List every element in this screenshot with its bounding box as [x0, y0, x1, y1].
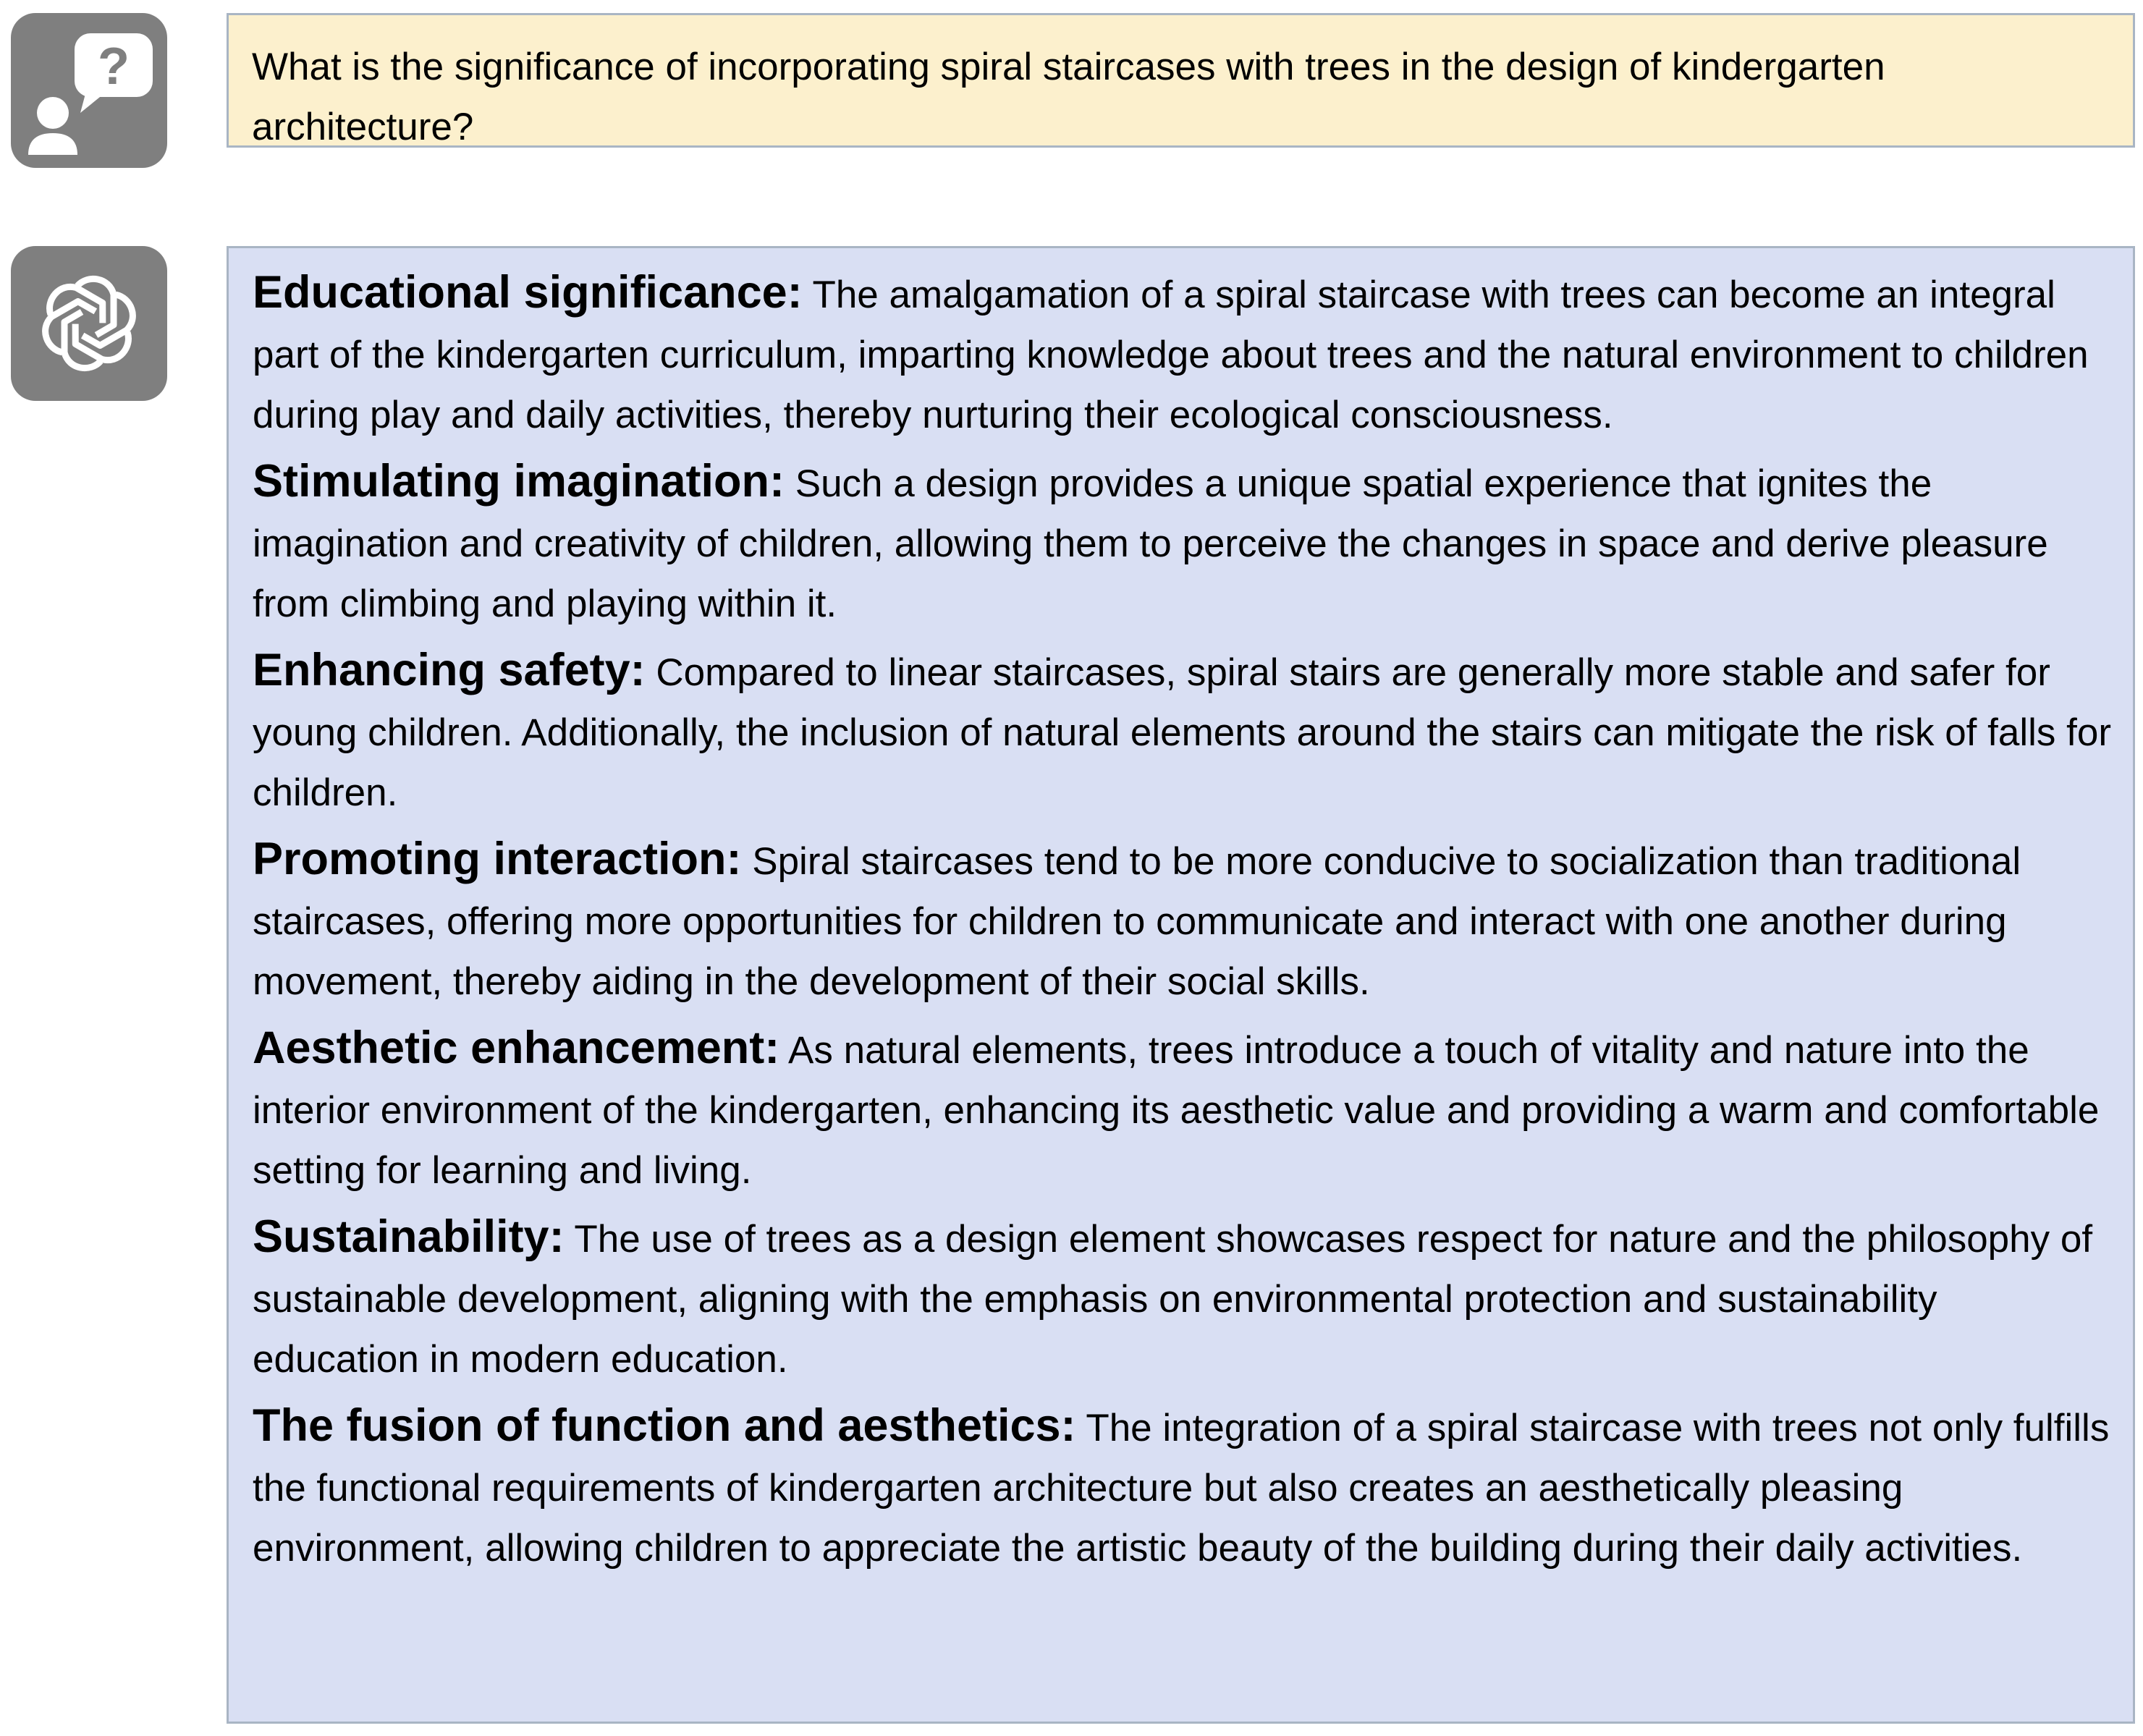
- answer-paragraph: [253, 1018, 2111, 1201]
- paragraph-text: Compared to linear staircases, spiral stairs are generally more stable and safer for young children. Additionally, the inclusion of natural elements around the stairs can mitigate the risk of falls for children.: [253, 651, 2111, 814]
- answer-paragraph: [253, 1396, 2111, 1578]
- openai-logo-icon: [11, 246, 167, 401]
- paragraph-heading: Promoting interaction:: [253, 834, 742, 884]
- paragraph-heading: The fusion of function and aesthetics:: [253, 1400, 1076, 1451]
- question-box: [227, 13, 2135, 148]
- paragraph-heading: Stimulating imagination:: [253, 456, 785, 507]
- answer-paragraph: [253, 1207, 2111, 1389]
- paragraph-text: The integration of a spiral staircase with trees not only fulfills the functional requirements of kindergarten architecture but also creates an aesthetically pleasing environment, allowing children to appreciate the artistic beauty of the building during their daily activities.: [253, 1407, 2110, 1570]
- paragraph-text: Spiral staircases tend to be more conducive to socialization than traditional staircases, offering more opportunities for children to communicate and interact with one another during movement, thereby aiding in the development of their social skills.: [253, 840, 2021, 1003]
- answer-paragraph: [253, 829, 2111, 1012]
- answer-box: [227, 246, 2135, 1724]
- paragraph-heading: Enhancing safety:: [253, 645, 646, 695]
- paragraph-heading: Aesthetic enhancement:: [253, 1022, 780, 1073]
- answer-paragraph: [253, 263, 2111, 445]
- user-question-icon: [11, 13, 167, 168]
- paragraph-heading: Sustainability:: [253, 1211, 565, 1262]
- paragraph-heading: Educational significance:: [253, 267, 803, 318]
- answer-paragraph: [253, 452, 2111, 634]
- paragraph-text: Such a design provides a unique spatial experience that ignites the imagination and creativity of children, allowing them to perceive the changes in space and derive pleasure from climbing and playing within it.: [253, 462, 2048, 625]
- paragraph-text: The use of trees as a design element showcases respect for nature and the philosophy of sustainable development, aligning with the emphasis on environmental protection and sustainability education in modern education.: [253, 1218, 2093, 1381]
- question-text: What is the significance of incorporating spiral staircases with trees in the design of kindergarten architecture?: [252, 46, 1885, 148]
- paragraph-text: As natural elements, trees introduce a touch of vitality and nature into the interior environment of the kindergarten, enhancing its aesthetic value and providing a warm and comfortable setting for learning and living.: [253, 1029, 2100, 1192]
- paragraph-text: The amalgamation of a spiral staircase with trees can become an integral part of the kindergarten curriculum, imparting knowledge about trees and the natural environment to children during play and daily activities, thereby nurturing their ecological consciousness.: [253, 274, 2089, 436]
- answer-paragraph: [253, 640, 2111, 823]
- svg-text:?: ?: [98, 38, 130, 96]
